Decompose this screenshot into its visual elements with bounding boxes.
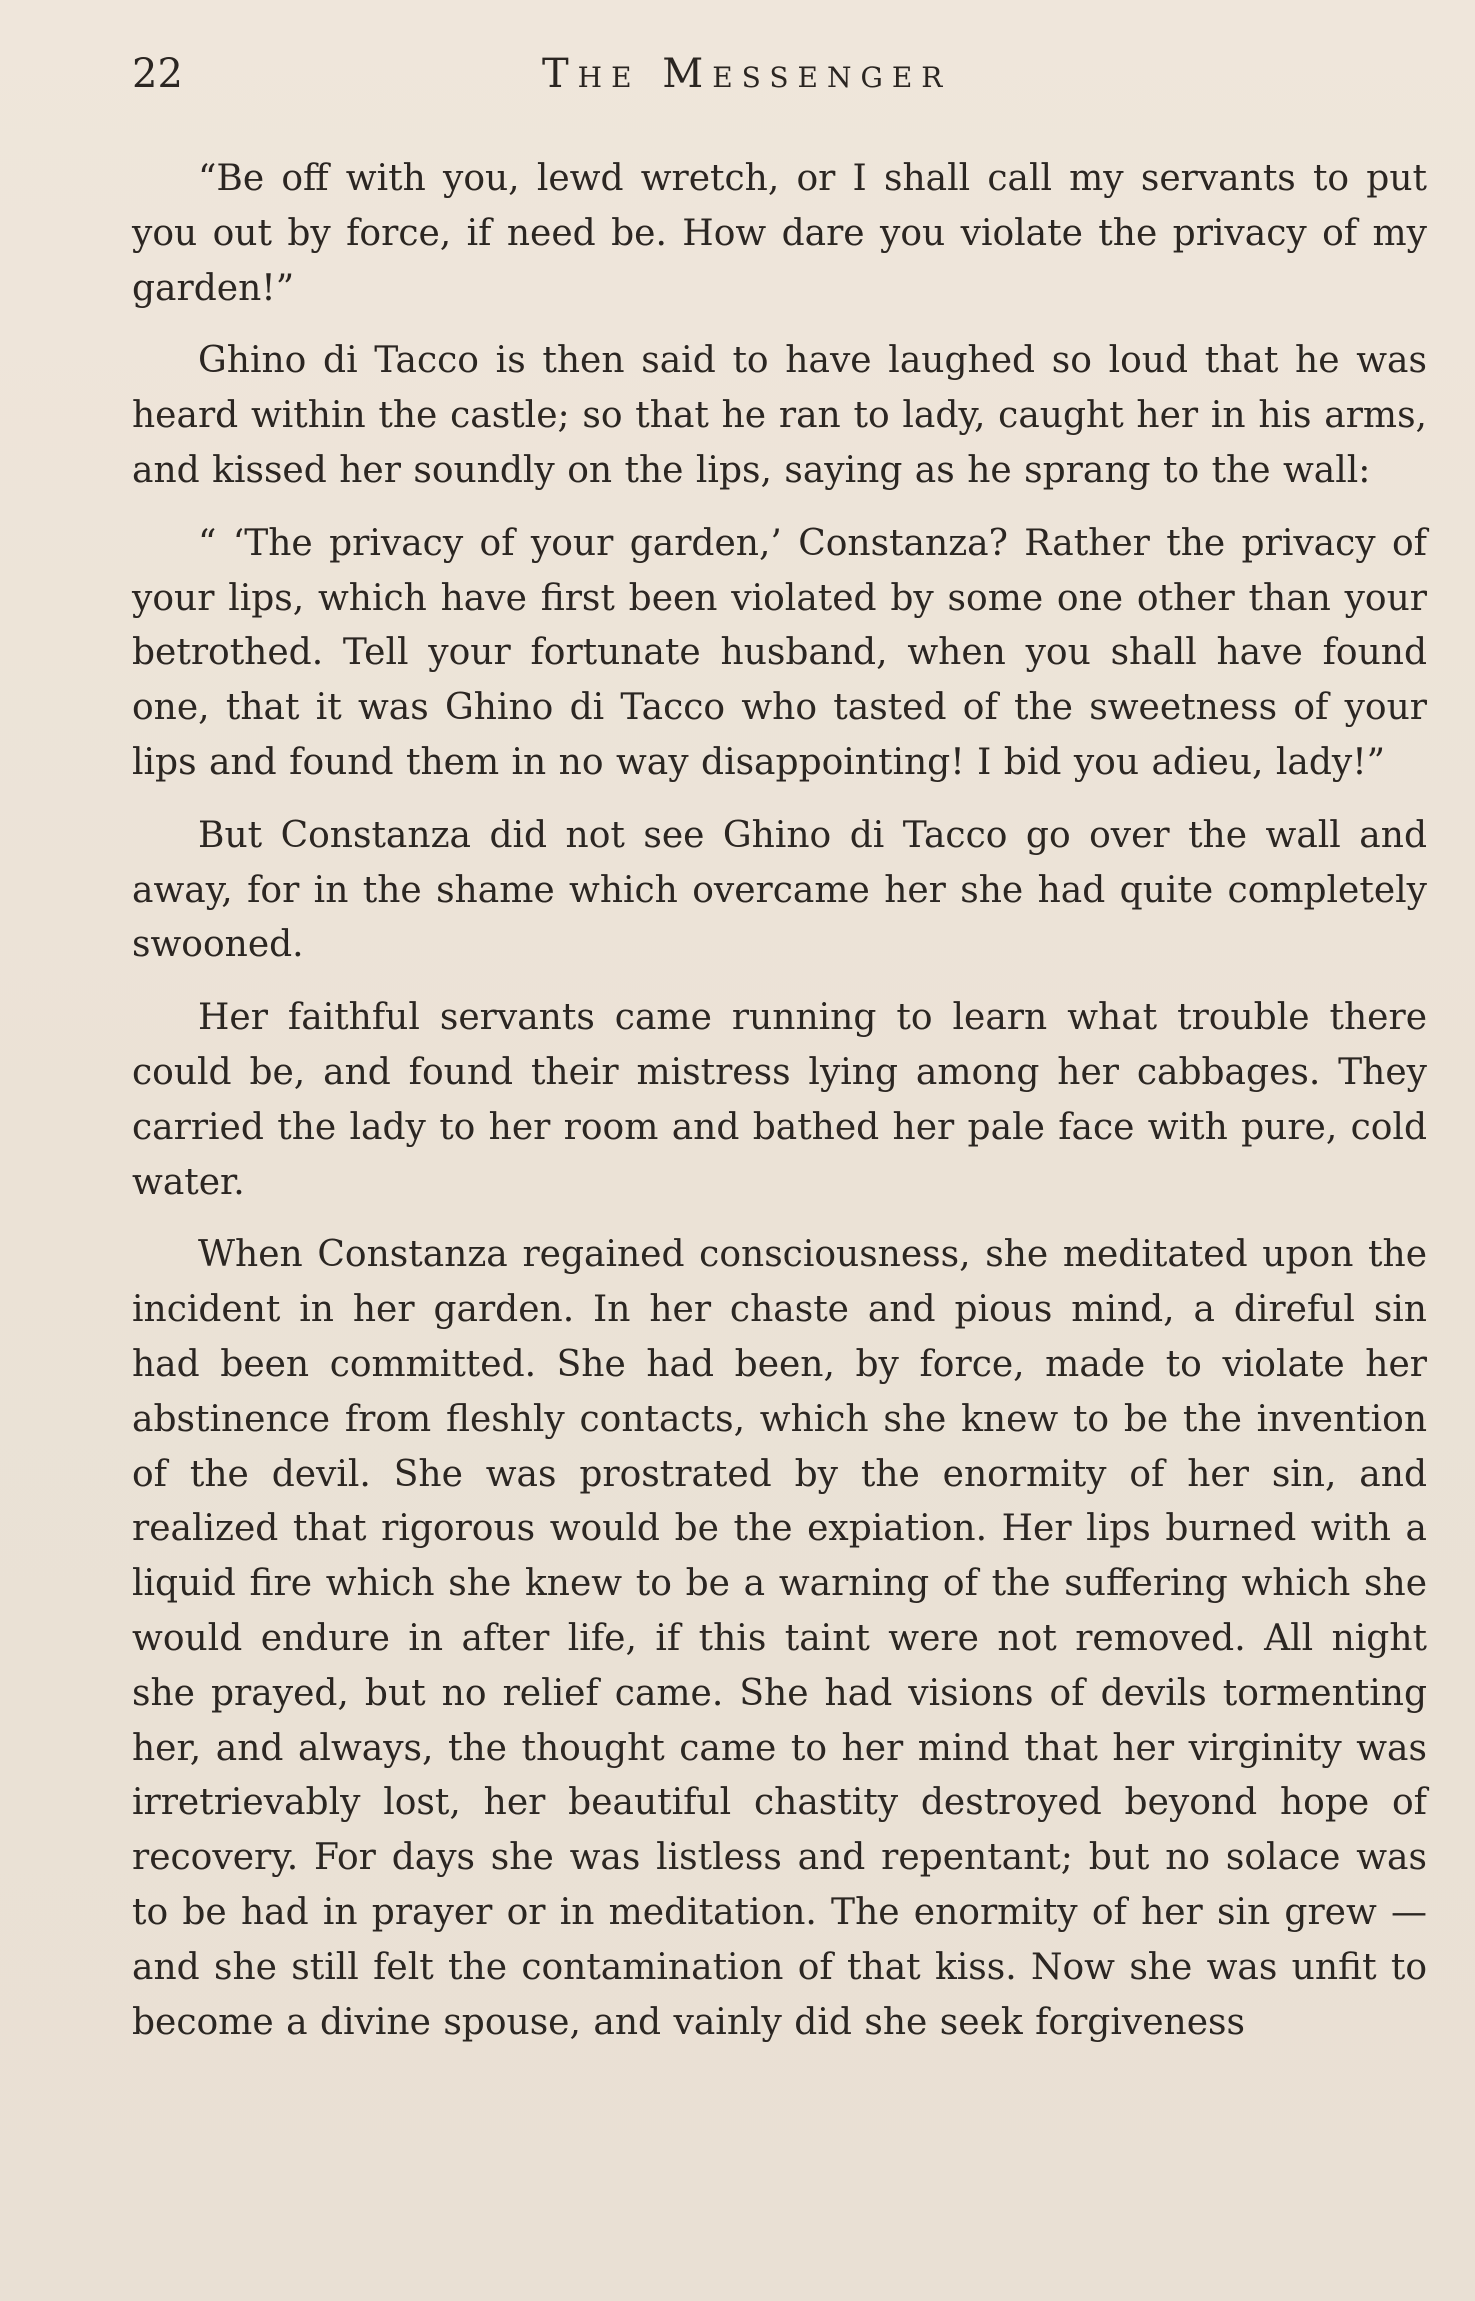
page-number: 22 bbox=[132, 51, 183, 97]
paragraph: “Be off with you, lewd wretch, or I shall call my servants to put you out by force, if need be. How dare you violate the privacy of my garden!” bbox=[132, 158, 1427, 309]
paragraph: “ ‘The privacy of your garden,’ Constanza? Rather the privacy of your lips, which have first been violated by some one other than your betrothed. Tell your fortunate husband, when you shall have found one, that it was Ghino di Tacco who tasted of the sweetness of your lips and found them in no way disappointing! I bid you adieu, lady!” bbox=[132, 522, 1427, 783]
paragraph: Ghino di Tacco is then said to have laughed so loud that he was heard within the castle; so that he ran to lady, caught her in his arms, and kissed her soundly on the lips, saying as he sprang to the wall: bbox=[132, 340, 1427, 491]
paragraph: When Constanza regained consciousness, she meditated upon the incident in her garden. In her chaste and pious mind, a direful sin had been committed. She had been, by force, made to violate her abstinence from fleshly contacts, which she knew to be the invention of the devil. She was prostrated by the enormity of her sin, and realized that rigorous would be the expiation. Her lips burned with a liquid fire which she knew to be a warning of the suffering which she would endure in after life, if this taint were not removed. All night she prayed, but no relief came. She had visions of devils tormenting her, and always, the thought came to her mind that her virginity was irretrievably lost, her beautiful chastity destroyed beyond hope of recovery. For days she was listless and repentant; but no solace was to be had in prayer or in meditation. The enormity of her sin grew — and she still felt the contamination of that kiss. Now she was unfit to become a divine spouse, and vainly did she seek forgiveness bbox=[132, 1234, 1427, 2043]
paragraph: Her faithful servants came running to learn what trouble there could be, and found their mistress lying among her cabbages. They carried the lady to her room and bathed her pale face with pure, cold water. bbox=[132, 997, 1427, 1203]
body-text bbox=[132, 152, 1427, 2050]
running-head bbox=[132, 44, 1427, 104]
running-title: The Messenger bbox=[542, 51, 952, 97]
paragraph: But Constanza did not see Ghino di Tacco go over the wall and away, for in the shame which overcame her she had quite completely swooned. bbox=[132, 814, 1427, 966]
